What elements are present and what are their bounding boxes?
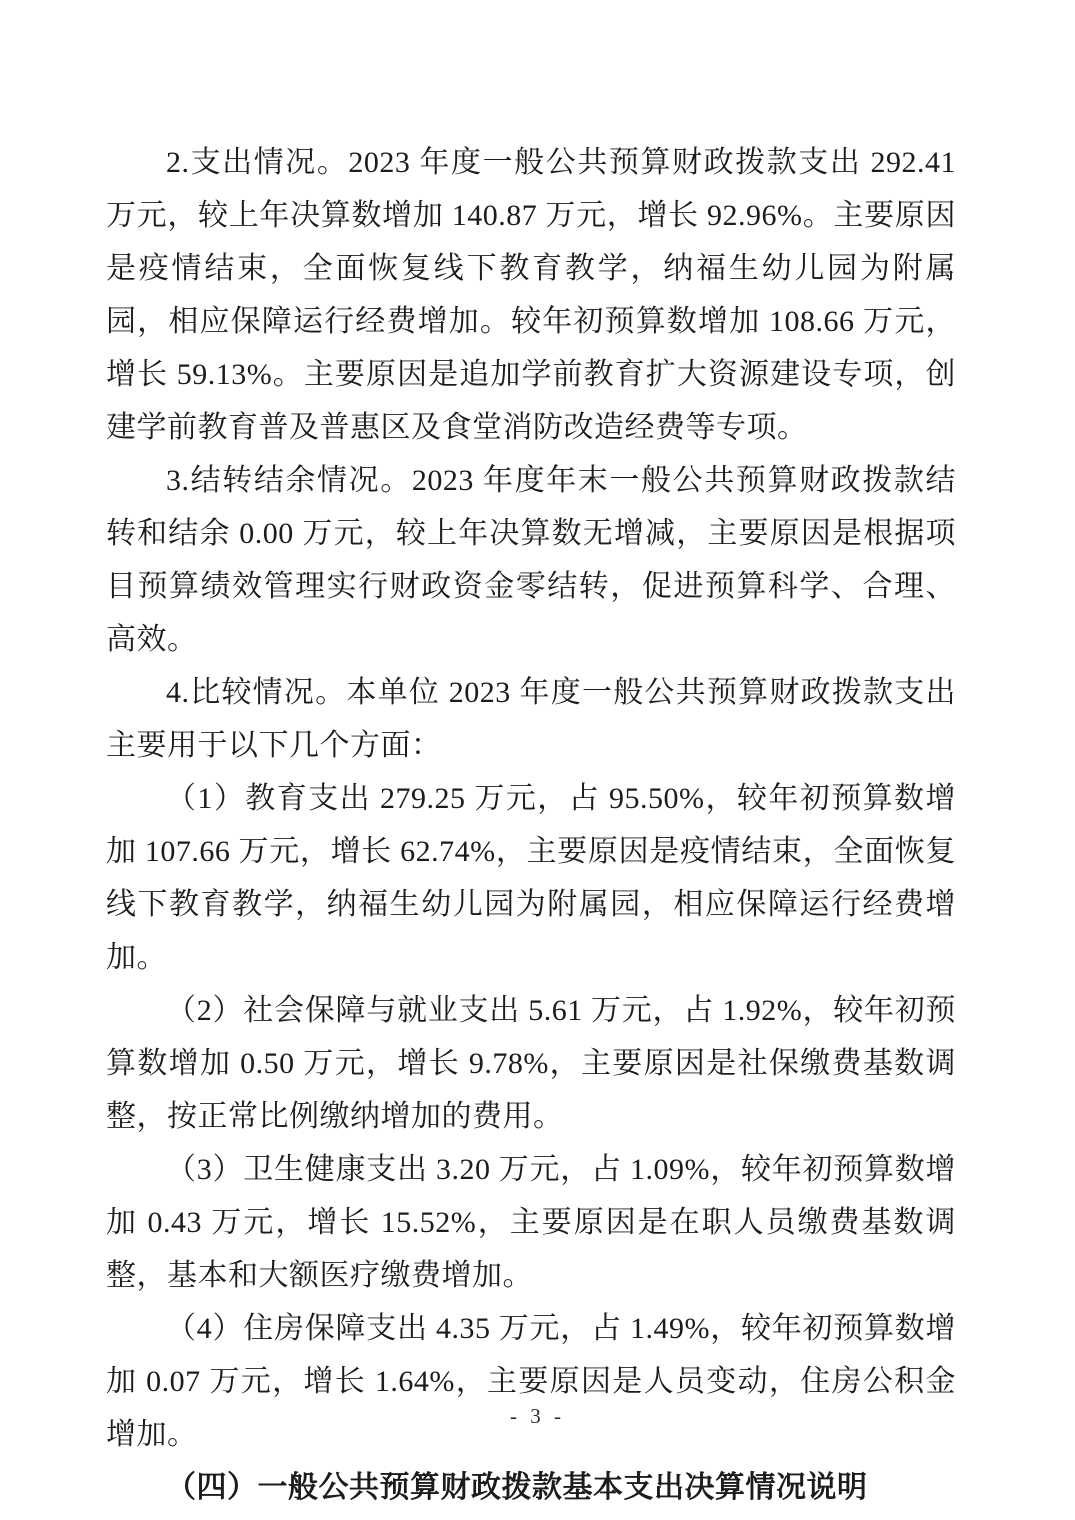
list-item-health-expenditure: （3）卫生健康支出 3.20 万元，占 1.09%，较年初预算数增加 0.43 万元，增长 15.52%，主要原因是在职人员缴费基数调整，基本和大额医疗缴费增加。 <box>106 1153 956 1292</box>
list-item-social-security-expenditure: （2）社会保障与就业支出 5.61 万元，占 1.92%，较年初预算数增加 0.50 万元，增长 9.78%，主要原因是社保缴费基数调整，按正常比例缴纳增加的费用。 <box>106 994 956 1133</box>
list-item-education-expenditure: （1）教育支出 279.25 万元，占 95.50%，较年初预算数增加 107.66 万元，增长 62.74%，主要原因是疫情结束，全面恢复线下教育教学，纳福生幼儿园为附属园，相应保障运行经费增加。 <box>106 782 956 974</box>
paragraph-carryover-balance: 3.结转结余情况。2023 年度年末一般公共预算财政拨款结转和结余 0.00 万元，较上年决算数无增减，主要原因是根据项目预算绩效管理实行财政资金零结转，促进预算科学、合理、高效。 <box>106 464 956 656</box>
section-heading-basic-expenditure: （四）一般公共预算财政拨款基本支出决算情况说明 <box>166 1471 868 1504</box>
list-item-housing-expenditure: （4）住房保障支出 4.35 万元，占 1.49%，较年初预算数增加 0.07 万元，增长 1.64%，主要原因是人员变动，住房公积金增加。 <box>106 1312 956 1451</box>
document-body <box>106 136 956 1514</box>
paragraph-comparison-intro: 4.比较情况。本单位 2023 年度一般公共预算财政拨款支出主要用于以下几个方面： <box>106 676 956 762</box>
page-footer <box>0 1403 1075 1429</box>
page-number: - 3 - <box>510 1404 565 1428</box>
paragraph-expenditure-overview: 2.支出情况。2023 年度一般公共预算财政拨款支出 292.41 万元，较上年决算数增加 140.87 万元，增长 92.96%。主要原因是疫情结束，全面恢复线下教育教学，纳福生幼儿园为附属园，相应保障运行经费增加。较年初预算数增加 108.66 万元，增长 59.13%。主要原因是追加学前教育扩大资源建设专项，创建学前教育普及普惠区及食堂消防改造经费等专项。 <box>106 146 956 444</box>
